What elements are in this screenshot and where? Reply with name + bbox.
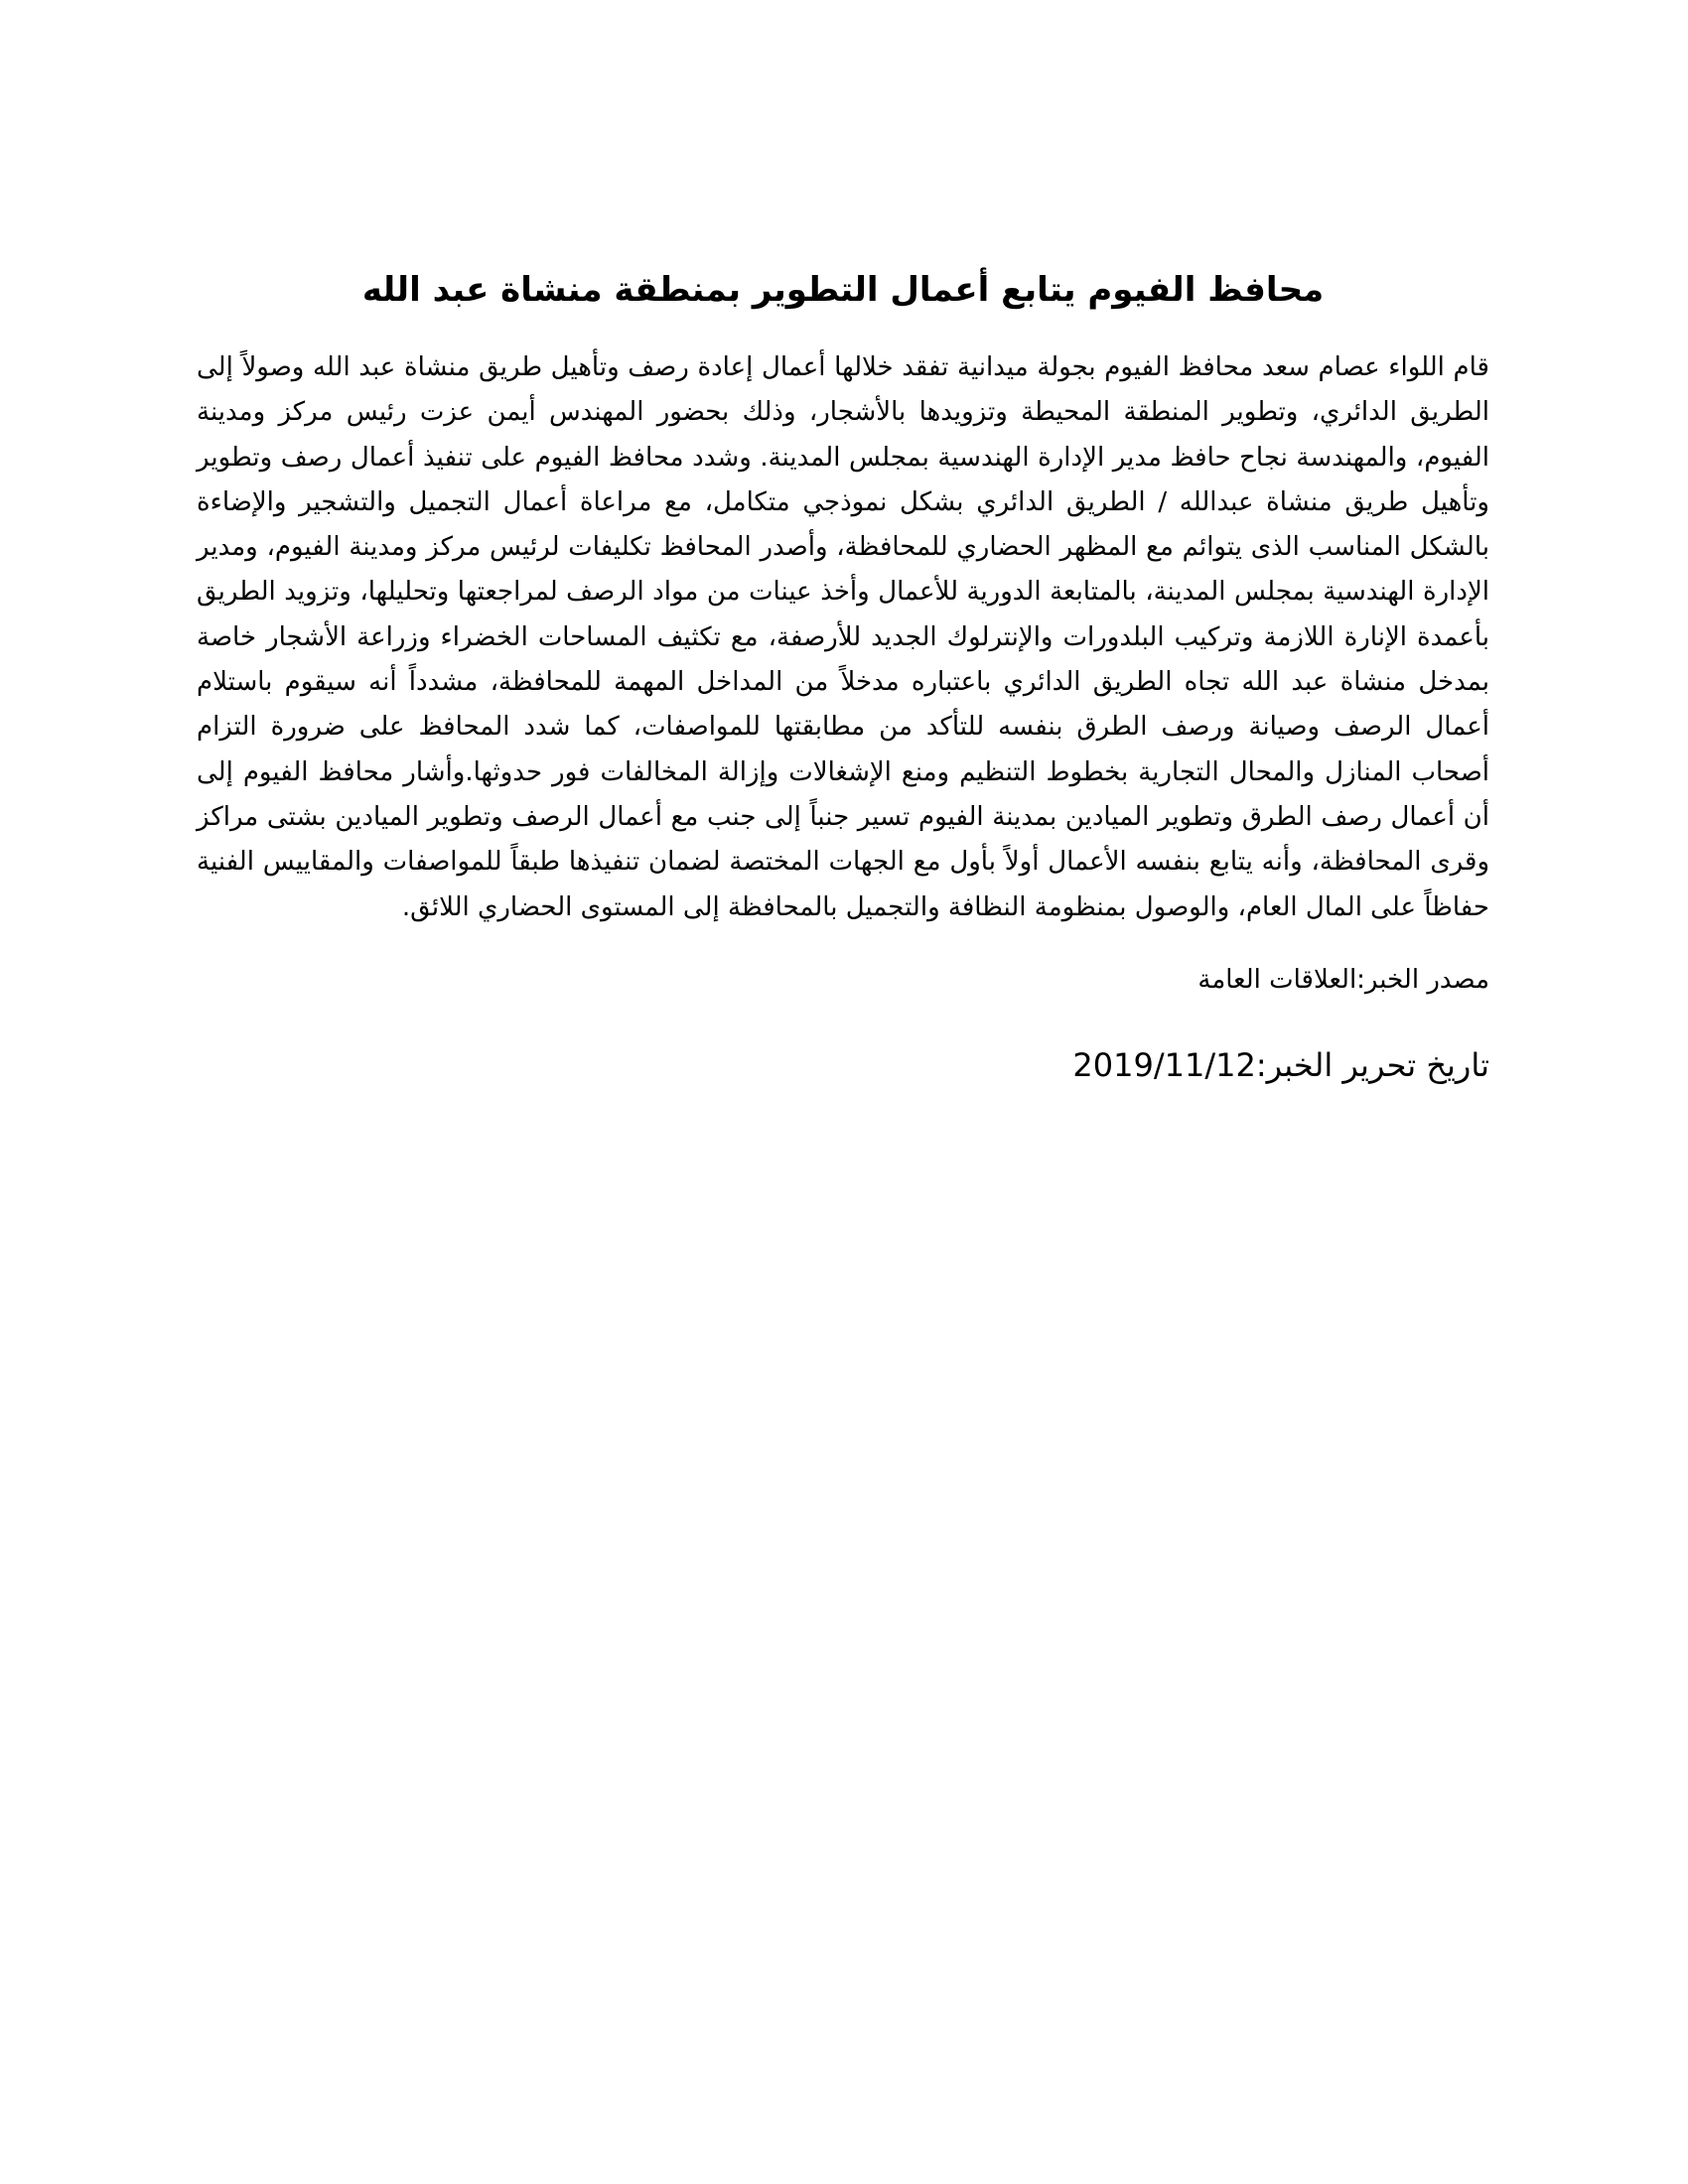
news-source bbox=[197, 958, 1489, 1003]
edit-date bbox=[197, 1040, 1489, 1090]
edit-date-label: تاريخ تحرير الخبر: bbox=[1255, 1045, 1489, 1084]
news-source-label: مصدر الخبر: bbox=[1356, 964, 1489, 995]
edit-date-value: 2019/11/12 bbox=[1072, 1045, 1256, 1084]
article-title: محافظ الفيوم يتابع أعمال التطوير بمنطقة منشاة عبد الله bbox=[361, 270, 1325, 310]
news-source-value: العلاقات العامة bbox=[1197, 964, 1357, 995]
article-body: قام اللواء عصام سعد محافظ الفيوم بجولة ميدانية تفقد خلالها أعمال إعادة رصف وتأهيل طريق منشاة عبد الله وصولاً إلى الطريق الدائري، وتطوير المنطقة المحيطة وتزويدها بالأشجار، وذلك بحضور المهندس أيمن عزت رئيس مركز ومدينة الفيوم، والمهندسة نجاح حافظ مدير الإدارة الهندسية بمجلس المدينة. وشدد محافظ الفيوم على تنفيذ أعمال رصف وتطوير وتأهيل طريق منشاة عبدالله / الطريق الدائري بشكل نموذجي متكامل، مع مراعاة أعمال التجميل والتشجير والإضاءة بالشكل المناسب الذى يتوائم مع المظهر الحضاري للمحافظة، وأصدر المحافظ تكليفات لرئيس مركز ومدينة الفيوم، ومدير الإدارة الهندسية بمجلس المدينة، بالمتابعة الدورية للأعمال وأخذ عينات من مواد الرصف لمراجعتها وتحليلها، وتزويد الطريق بأعمدة الإنارة اللازمة وتركيب البلدورات والإنترلوك الجديد للأرصفة، مع تكثيف المساحات الخضراء وزراعة الأشجار خاصة بمدخل منشاة عبد الله تجاه الطريق الدائري باعتباره مدخلاً من المداخل المهمة للمحافظة، مشدداً أنه سيقوم باستلام أعمال الرصف وصيانة ورصف الطرق بنفسه للتأكد من مطابقتها للمواصفات، كما شدد المحافظ على ضرورة التزام أصحاب المنازل والمحال التجارية بخطوط التنظيم ومنع الإشغالات وإزالة المخالفات فور حدوثها.وأشار محافظ الفيوم إلى أن أعمال رصف الطرق وتطوير الميادين بمدينة الفيوم تسير جنباً إلى جنب مع أعمال الرصف وتطوير الميادين بشتى مراكز وقرى المحافظة، وأنه يتابع بنفسه الأعمال أولاً بأول مع الجهات المختصة لضمان تنفيذها طبقاً للمواصفات والمقاييس الفنية حفاظاً على المال العام، والوصول بمنظومة النظافة والتجميل بالمحافظة إلى المستوى الحضاري اللائق. bbox=[197, 352, 1489, 922]
article bbox=[197, 260, 1489, 1090]
